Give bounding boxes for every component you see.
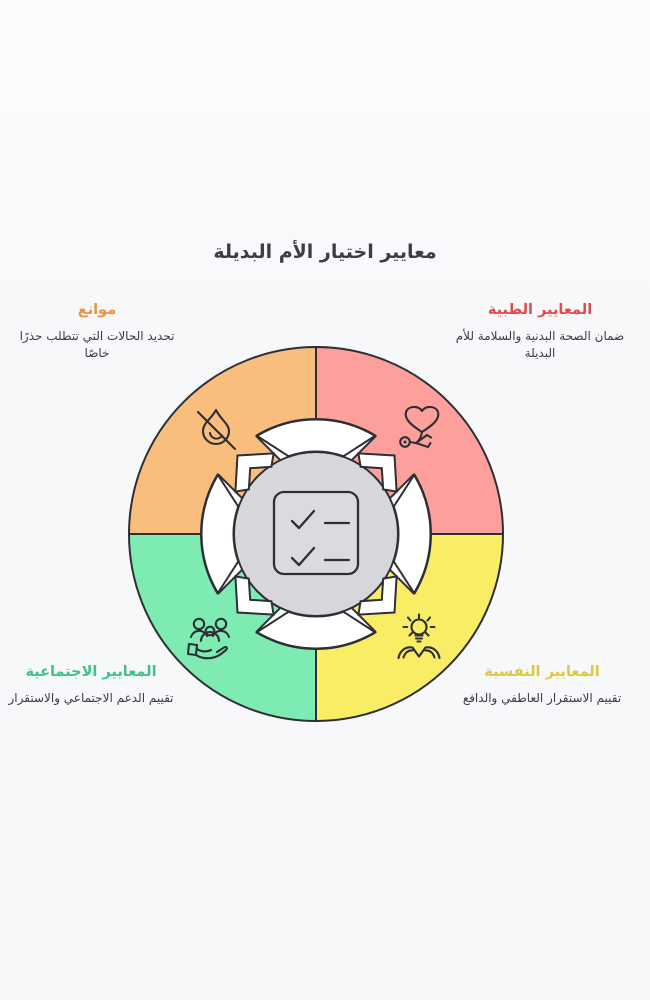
label-contraindications-description: تحديد الحالات التي تتطلب حذرًا خاصًا xyxy=(19,328,175,361)
label-medical-description: ضمان الصحة البدنية والسلامة للأم البديلة xyxy=(455,328,625,361)
checklist-icon xyxy=(274,492,358,574)
page-title: معايير اختيار الأم البديلة xyxy=(213,241,437,263)
label-psychological-heading: المعايير النفسية xyxy=(484,664,600,680)
label-medical-heading: المعايير الطبية xyxy=(487,302,593,318)
label-contraindications-heading: موانع xyxy=(77,302,117,318)
label-social-description: تقييم الدعم الاجتماعي والاستقرار xyxy=(8,690,174,705)
label-social-heading: المعايير الاجتماعية xyxy=(25,664,157,680)
label-psychological-description: تقييم الاستقرار العاطفي والدافع xyxy=(462,690,622,705)
